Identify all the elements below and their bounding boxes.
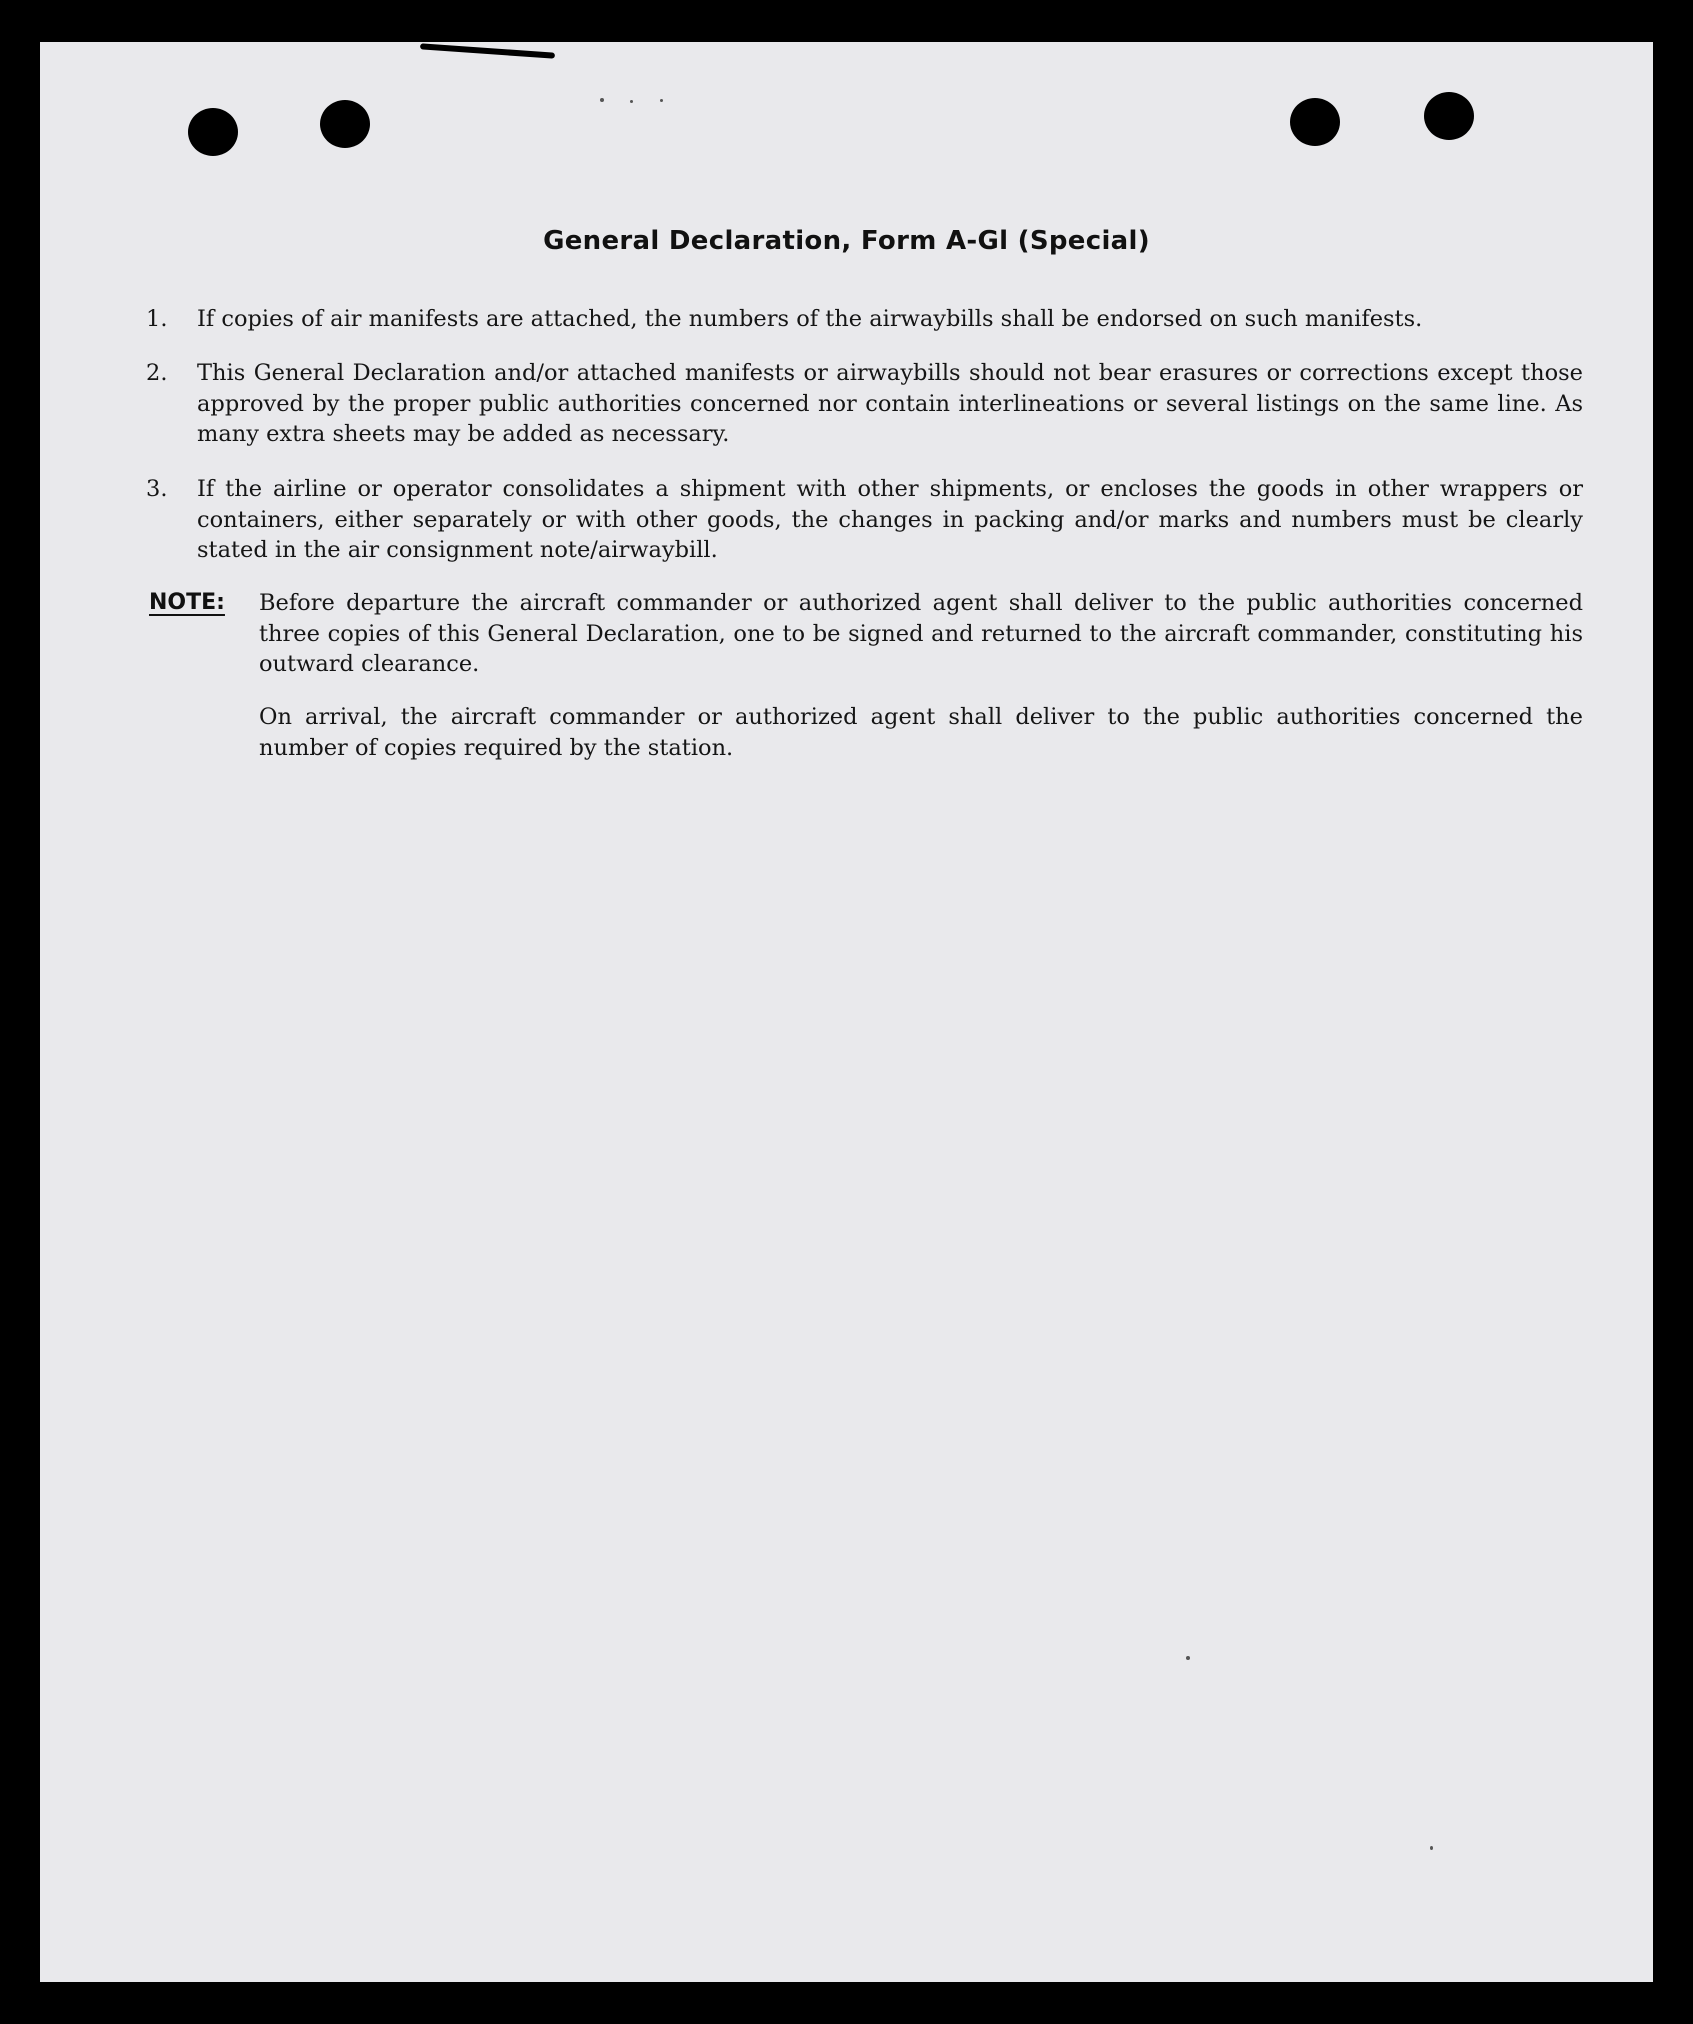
note-departure-text: Before departure the aircraft commander or authorized agent shall deliver to the public authorities concerned three copies of this General Declaration, one to be signed and returned to the aircraft commander, constituting his outward clearance. — [259, 590, 1583, 677]
scan-speck — [600, 98, 604, 102]
list-item-text: This General Declaration and/or attached manifests or airwaybills should not bear erasures or corrections except those approved by the proper public authorities concerned nor contain interlineations or several listings on the same line. As many extra sheets may be added as necessary. — [197, 360, 1583, 447]
page-title: General Declaration, Form A-Gl (Special) — [543, 226, 1150, 256]
scan-mark — [420, 43, 555, 58]
document-page — [40, 42, 1653, 1982]
note-label: NOTE: — [149, 590, 225, 615]
scan-speck — [1430, 1846, 1433, 1850]
punch-hole-right-1 — [1290, 98, 1340, 146]
list-item-text: If the airline or operator consolidates a shipment with other shipments, or encloses the goods in other wrappers or containers, either separately or with other goods, the changes in packing and/or marks and numbers must be clearly stated in the air consignment note/airwaybill. — [197, 476, 1583, 563]
scan-speck — [660, 99, 663, 102]
note-arrival-text: On arrival, the aircraft commander or authorized agent shall deliver to the public authorities concerned the number of copies required by the station. — [259, 704, 1583, 761]
punch-hole-left-2 — [320, 100, 370, 148]
punch-hole-right-2 — [1424, 92, 1474, 140]
list-item-number: 2. — [146, 360, 168, 386]
list-item-number: 1. — [146, 306, 168, 332]
list-item-number: 3. — [146, 476, 168, 502]
list-item-text: If copies of air manifests are attached, the numbers of the airwaybills shall be endorsed on such manifests. — [197, 306, 1423, 332]
punch-hole-left-1 — [188, 108, 238, 156]
scan-speck — [630, 100, 633, 103]
scan-speck — [1186, 1656, 1190, 1660]
